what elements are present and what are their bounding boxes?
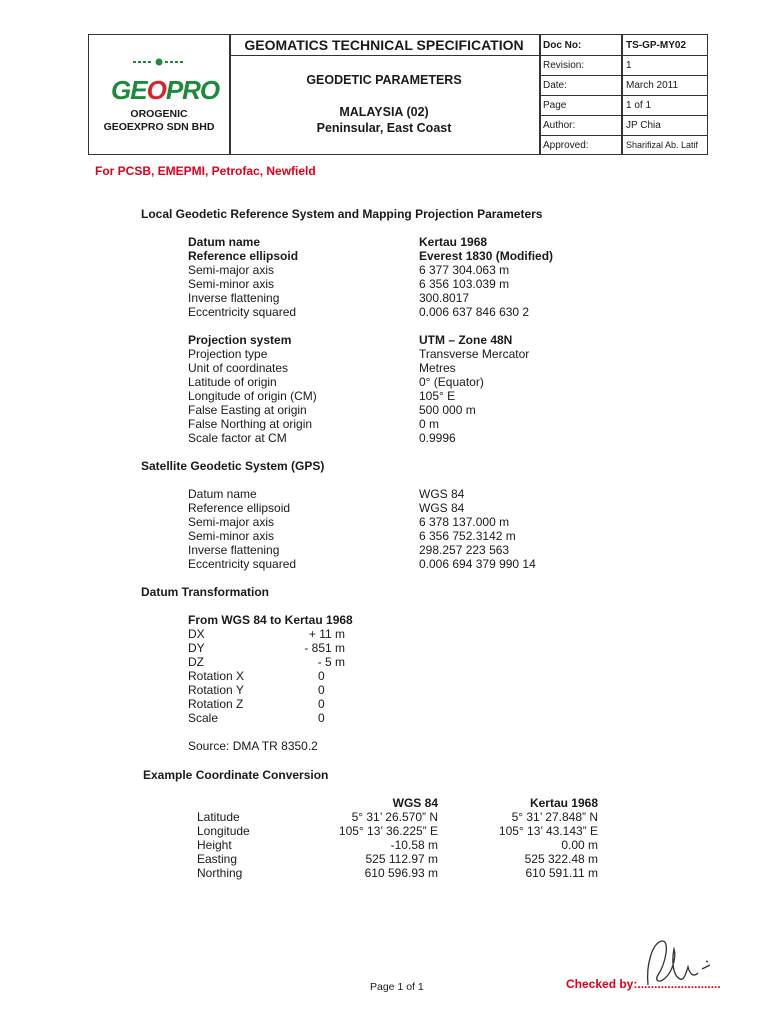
param-value: 298.257 223 563	[419, 543, 510, 557]
document-header	[88, 34, 708, 155]
param-label: Datum name	[188, 487, 257, 501]
table-row-label: Height	[197, 838, 232, 852]
document-subtitle: GEODETIC PARAMETERS	[306, 73, 462, 87]
param-value: 0	[318, 711, 325, 725]
param-label: Longitude of origin (CM)	[188, 389, 317, 403]
table-cell-kertau: 525 322.48 m	[524, 852, 598, 866]
table-cell-kertau: 5° 31’ 27.848” N	[511, 810, 598, 824]
example-section-heading: Example Coordinate Conversion	[143, 768, 329, 782]
param-value: 6 356 103.039 m	[419, 277, 510, 291]
param-value: 0	[318, 697, 325, 711]
param-label: Rotation Z	[188, 697, 244, 711]
param-value: - 5 m	[317, 655, 345, 669]
meta-value-page: 1 of 1	[626, 100, 652, 111]
company-name-line2: GEOEXPRO SDN BHD	[103, 121, 215, 133]
param-label: Projection type	[188, 347, 268, 361]
param-value: 0° (Equator)	[419, 375, 484, 389]
table-row-label: Easting	[197, 852, 238, 866]
param-label: Eccentricity squared	[188, 305, 297, 319]
param-value: Everest 1830 (Modified)	[419, 249, 554, 263]
param-label: Unit of coordinates	[188, 361, 289, 375]
transform-subheading: From WGS 84 to Kertau 1968	[188, 613, 353, 627]
table-cell-wgs84: 525 112.97 m	[365, 852, 438, 866]
param-value: 6 356 752.3142 m	[419, 529, 516, 543]
table-cell-wgs84: 5° 31’ 26.570” N	[351, 810, 438, 824]
table-cell-kertau: 610 591.11 m	[525, 866, 598, 880]
param-label: False Northing at origin	[188, 417, 313, 431]
table-row-label: Latitude	[197, 810, 240, 824]
param-label: DX	[188, 627, 205, 641]
meta-value-author: JP Chia	[626, 120, 661, 131]
param-label: Semi-minor axis	[188, 277, 275, 291]
checked-by: Checked by:.........................	[566, 977, 721, 991]
gps-section-heading: Satellite Geodetic System (GPS)	[141, 459, 325, 473]
table-row-label: Northing	[197, 866, 243, 880]
param-value: 105° E	[419, 389, 456, 403]
param-label: Semi-major axis	[188, 515, 275, 529]
transform-section-heading: Datum Transformation	[141, 585, 270, 599]
param-value: Metres	[419, 361, 456, 375]
param-label: Scale factor at CM	[188, 431, 287, 445]
param-label: Semi-minor axis	[188, 529, 275, 543]
param-label: Rotation Y	[188, 683, 244, 697]
param-label: DZ	[188, 655, 204, 669]
meta-label-docno: Doc No:	[543, 40, 582, 51]
param-value: 0.006 694 379 990 14	[419, 557, 536, 571]
param-label: Projection system	[188, 333, 292, 347]
param-label: Reference ellipsoid	[188, 249, 299, 263]
logo-wordmark: GEOPRO	[111, 75, 220, 105]
param-label: Eccentricity squared	[188, 557, 297, 571]
param-value: UTM – Zone 48N	[419, 333, 513, 347]
region-line1: MALAYSIA (02)	[339, 105, 429, 119]
divider	[229, 55, 707, 56]
param-label: False Easting at origin	[188, 403, 307, 417]
meta-value-date: March 2011	[626, 80, 679, 91]
param-value: - 851 m	[304, 641, 345, 655]
document-title: GEOMATICS TECHNICAL SPECIFICATION	[244, 37, 524, 53]
divider	[539, 115, 707, 116]
param-value: + 11 m	[308, 627, 345, 641]
param-value: WGS 84	[419, 487, 465, 501]
divider	[539, 135, 707, 136]
param-label: Scale	[188, 711, 219, 725]
logo-wings-icon	[129, 55, 189, 69]
param-label: Inverse flattening	[188, 291, 280, 305]
param-label: Inverse flattening	[188, 543, 280, 557]
meta-label-revision: Revision:	[543, 60, 585, 71]
param-value: 0.006 637 846 630 2	[419, 305, 530, 319]
region-line2: Peninsular, East Coast	[316, 121, 452, 135]
param-value: 0.9996	[419, 431, 456, 445]
table-cell-wgs84: 610 596.93 m	[364, 866, 438, 880]
param-value: Transverse Mercator	[419, 347, 530, 361]
meta-label-approved: Approved:	[543, 140, 589, 151]
param-label: Rotation X	[188, 669, 245, 683]
page-number: Page 1 of 1	[370, 981, 424, 993]
table-cell-wgs84: 105° 13’ 36.225” E	[338, 824, 438, 838]
table-row-label: Longitude	[197, 824, 250, 838]
param-value: 500 000 m	[419, 403, 476, 417]
meta-value-approved: Sharifizal Ab. Latif	[626, 140, 699, 150]
column-header-kertau: Kertau 1968	[529, 796, 598, 810]
param-label: Semi-major axis	[188, 263, 275, 277]
param-value: 0 m	[419, 417, 440, 431]
company-name-line1: OROGENIC	[130, 108, 188, 120]
param-label: Reference ellipsoid	[188, 501, 291, 515]
table-cell-wgs84: -10.58 m	[390, 838, 438, 852]
param-value: 6 378 137.000 m	[419, 515, 510, 529]
param-value: Kertau 1968	[419, 235, 488, 249]
param-value: 0	[318, 669, 325, 683]
divider	[539, 75, 707, 76]
table-cell-kertau: 105° 13’ 43.143” E	[498, 824, 598, 838]
param-label: DY	[188, 641, 205, 655]
param-label: Latitude of origin	[188, 375, 277, 389]
divider	[539, 95, 707, 96]
meta-value-docno: TS-GP-MY02	[626, 40, 687, 51]
recipients-note: For PCSB, EMEPMI, Petrofac, Newfield	[95, 164, 316, 178]
column-header-wgs84: WGS 84	[392, 796, 438, 810]
param-value: 0	[318, 683, 325, 697]
meta-label-date: Date:	[543, 80, 567, 91]
param-value: 300.8017	[419, 291, 470, 305]
param-value: WGS 84	[419, 501, 465, 515]
param-value: 6 377 304.063 m	[419, 263, 510, 277]
meta-label-page: Page	[543, 100, 567, 111]
transform-source: Source: DMA TR 8350.2	[188, 739, 318, 753]
meta-value-revision: 1	[626, 60, 632, 71]
local-section-heading: Local Geodetic Reference System and Mapping Projection Parameters	[141, 207, 543, 221]
param-label: Datum name	[188, 235, 261, 249]
table-cell-kertau: 0.00 m	[561, 838, 598, 852]
meta-label-author: Author:	[543, 120, 576, 131]
